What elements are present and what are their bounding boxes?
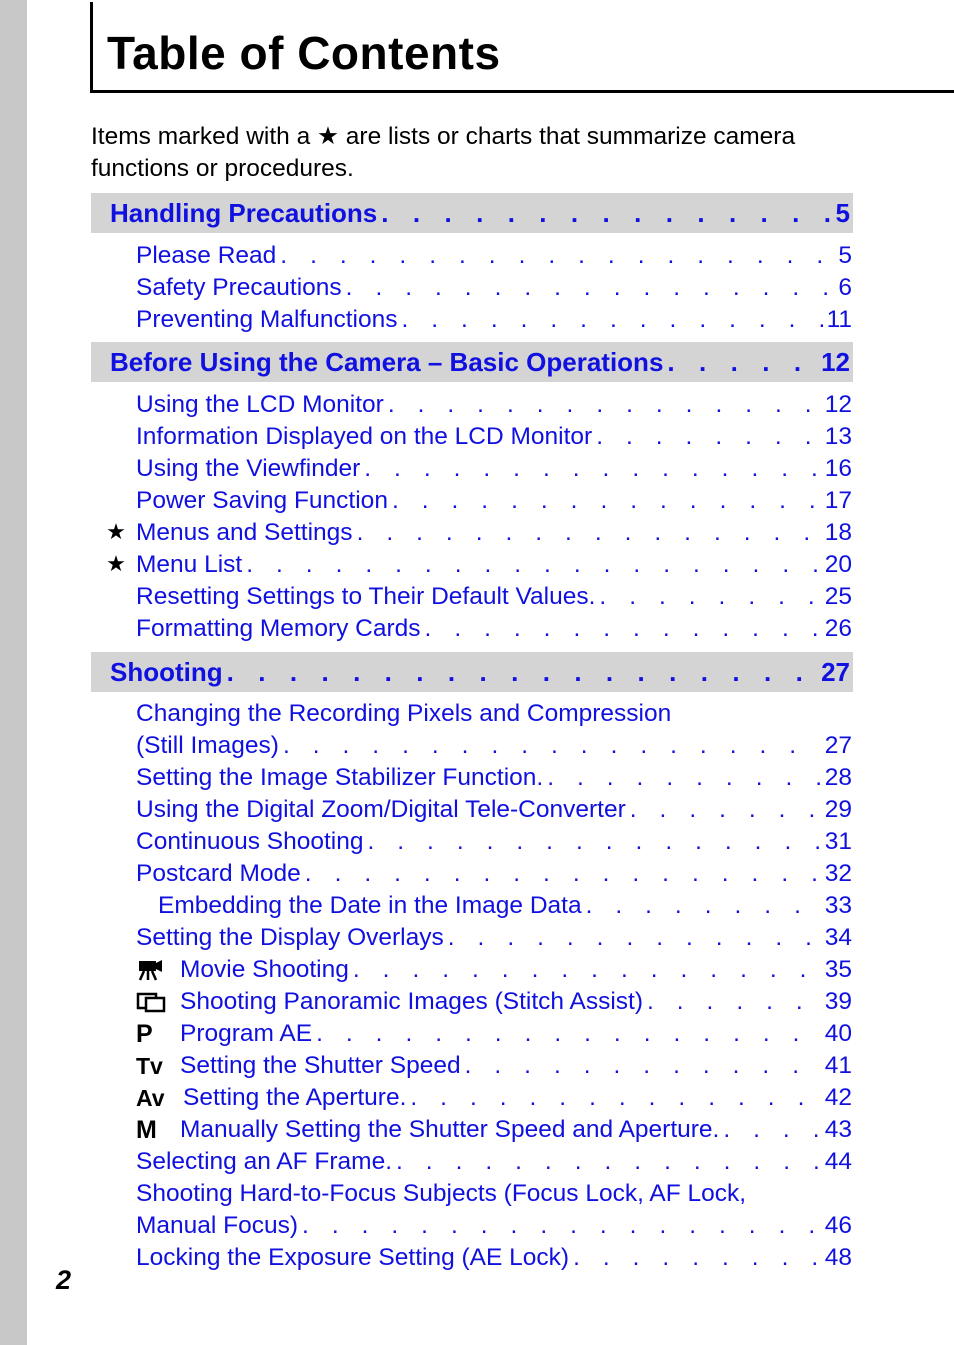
toc-entry-shutter-speed[interactable]: [180, 1050, 852, 1082]
section-link-shooting[interactable]: [110, 656, 850, 688]
leader-dots: [448, 924, 821, 952]
entry-title: Using the Viewfinder: [136, 455, 361, 482]
entry-title: Changing the Recording Pixels and Compression: [136, 700, 672, 727]
leader-dots: [667, 347, 817, 378]
section-title: Before Using the Camera – Basic Operations: [110, 346, 664, 377]
entry-page: 39: [824, 988, 852, 1015]
leader-dots: [465, 1052, 821, 1080]
entry-title: Power Saving Function: [136, 487, 388, 514]
star-icon: ★: [106, 551, 126, 576]
entry-title: Setting the Aperture.: [183, 1084, 407, 1111]
entry-page: 43: [824, 1116, 852, 1143]
toc-entry-panoramic-images[interactable]: [180, 986, 852, 1018]
manual-mode-icon: M: [136, 1115, 157, 1144]
entry-page: 46: [824, 1212, 852, 1239]
entry-title: Formatting Memory Cards: [136, 615, 421, 642]
toc-entry-manual-focus[interactable]: [136, 1210, 852, 1242]
entry-page: 41: [824, 1052, 852, 1079]
section-title: Shooting: [110, 656, 223, 687]
entry-page: 11: [826, 306, 852, 333]
leader-dots: [280, 242, 834, 270]
entry-title: Manually Setting the Shutter Speed and Aperture.: [180, 1116, 720, 1143]
toc-entry-recording-pixels[interactable]: [136, 698, 852, 730]
section-page: 5: [835, 197, 850, 228]
leader-dots: [364, 455, 820, 483]
leader-dots: [596, 423, 821, 451]
section-link-handling-precautions[interactable]: [110, 197, 850, 229]
entry-page: 42: [824, 1084, 852, 1111]
leader-dots: [388, 391, 821, 419]
toc-entry-image-stabilizer[interactable]: [136, 762, 852, 794]
toc-entry-continuous-shooting[interactable]: [136, 826, 852, 858]
entry-page: 44: [824, 1148, 852, 1175]
leader-dots: [346, 274, 835, 302]
toc-entry-postcard-mode[interactable]: [136, 858, 852, 890]
leader-dots: [302, 1212, 821, 1240]
toc-entry-power-saving[interactable]: [136, 485, 852, 517]
toc-entry-aperture[interactable]: [183, 1082, 852, 1114]
leader-dots: [573, 1244, 821, 1272]
entry-page: 34: [824, 924, 852, 951]
leader-dots: [396, 1148, 821, 1176]
entry-title: Menus and Settings: [136, 519, 353, 546]
entry-page: 13: [824, 423, 852, 450]
entry-page: 26: [824, 615, 852, 642]
entry-page: 20: [824, 551, 852, 578]
entry-title: Using the Digital Zoom/Digital Tele-Converter: [136, 796, 626, 823]
intro-line-2: functions or procedures.: [91, 155, 354, 182]
toc-entry-preventing-malfunctions[interactable]: [136, 304, 852, 336]
entry-page: 33: [824, 892, 852, 919]
star-icon: ★: [106, 519, 126, 544]
toc-entry-display-overlays[interactable]: [136, 922, 852, 954]
entry-page: 27: [824, 732, 852, 759]
toc-entry-movie-shooting[interactable]: [180, 954, 852, 986]
leader-dots: [305, 860, 821, 888]
program-mode-icon: P: [136, 1019, 153, 1048]
toc-entry-program-ae[interactable]: [180, 1018, 852, 1050]
entry-page: 40: [824, 1020, 852, 1047]
leader-dots: [353, 956, 821, 984]
leader-dots: [392, 487, 821, 515]
movie-icon: [136, 954, 174, 986]
entry-page: 32: [824, 860, 852, 887]
entry-page: 5: [838, 242, 852, 269]
entry-title: Embedding the Date in the Image Data: [158, 892, 582, 919]
toc-entry-digital-zoom[interactable]: [136, 794, 852, 826]
entry-page: 29: [824, 796, 852, 823]
entry-page: 48: [824, 1244, 852, 1271]
toc-entry-embedding-date[interactable]: [158, 890, 852, 922]
entry-page: 12: [824, 391, 852, 418]
leader-dots: [586, 892, 821, 920]
page-edge-strip: [0, 0, 27, 1345]
entry-page: 6: [838, 274, 852, 301]
leader-dots: [425, 615, 821, 643]
toc-entry-manual-setting[interactable]: [180, 1114, 852, 1146]
toc-entry-formatting-cards[interactable]: [136, 613, 852, 645]
entry-title: Shooting Panoramic Images (Stitch Assist): [180, 988, 643, 1015]
leader-dots: [227, 657, 817, 688]
toc-entry-using-viewfinder[interactable]: [136, 453, 852, 485]
entry-title: Setting the Shutter Speed: [180, 1052, 461, 1079]
section-title: Handling Precautions: [110, 197, 378, 228]
entry-title: Setting the Display Overlays: [136, 924, 444, 951]
entry-title: Postcard Mode: [136, 860, 301, 887]
entry-title: Using the LCD Monitor: [136, 391, 384, 418]
leader-dots: [316, 1020, 821, 1048]
toc-entry-menus-settings[interactable]: [136, 517, 852, 549]
entry-page: 16: [824, 455, 852, 482]
entry-title: Please Read: [136, 242, 277, 269]
leader-dots: [723, 1116, 820, 1144]
shutter-priority-icon: Tv: [136, 1052, 163, 1079]
entry-title: Resetting Settings to Their Default Values.: [136, 583, 596, 610]
section-page: 27: [821, 656, 850, 687]
leader-dots: [647, 988, 821, 1016]
leader-dots: [410, 1084, 820, 1112]
entry-title: Selecting an AF Frame.: [136, 1148, 393, 1175]
aperture-priority-icon: Av: [136, 1084, 165, 1111]
toc-entry-lcd-information[interactable]: [136, 421, 852, 453]
leader-dots: [547, 764, 821, 792]
toc-entry-menu-list[interactable]: [136, 549, 852, 581]
entry-page: 17: [824, 487, 852, 514]
entry-title: Locking the Exposure Setting (AE Lock): [136, 1244, 570, 1271]
leader-dots: [599, 583, 820, 611]
entry-title: Program AE: [180, 1020, 313, 1047]
leader-dots: [381, 198, 831, 229]
leader-dots: [246, 551, 821, 579]
page-number: 2: [56, 1265, 72, 1295]
toc-entry-hard-to-focus[interactable]: [136, 1178, 852, 1210]
entry-title: Safety Precautions: [136, 274, 342, 301]
entry-page: 35: [824, 956, 852, 983]
stitch-assist-icon: [136, 986, 174, 1018]
leader-dots: [283, 732, 821, 760]
toc-entry-please-read[interactable]: [136, 240, 852, 272]
toc-entry-ae-lock[interactable]: [136, 1242, 852, 1274]
leader-dots: [357, 519, 821, 547]
entry-title: Preventing Malfunctions: [136, 306, 398, 333]
entry-page: 25: [824, 583, 852, 610]
toc-entry-using-lcd-monitor[interactable]: [136, 389, 852, 421]
leader-dots: [367, 828, 820, 856]
leader-dots: [401, 306, 822, 334]
entry-page: 18: [824, 519, 852, 546]
entry-title: Manual Focus): [136, 1212, 299, 1239]
entry-page: 28: [824, 764, 852, 791]
entry-title: Movie Shooting: [180, 956, 349, 983]
intro-line-1: Items marked with a ★ are lists or charts that summarize camera: [91, 123, 796, 150]
toc-entry-resetting-settings[interactable]: [136, 581, 852, 613]
entry-title: Setting the Image Stabilizer Function.: [136, 764, 544, 791]
entry-title: Shooting Hard-to-Focus Subjects (Focus Lock, AF Lock,: [136, 1180, 747, 1207]
entry-title: (Still Images): [136, 732, 279, 759]
toc-entry-af-frame[interactable]: [136, 1146, 852, 1178]
title-frame: [90, 2, 954, 93]
toc-entry-still-images[interactable]: [136, 730, 852, 762]
section-page: 12: [821, 346, 850, 377]
intro-text: [91, 121, 851, 185]
section-link-basic-operations[interactable]: [110, 346, 850, 378]
entry-title: Menu List: [136, 551, 243, 578]
leader-dots: [630, 796, 821, 824]
toc-entry-safety-precautions[interactable]: [136, 272, 852, 304]
page-title: Table of Contents: [107, 27, 501, 79]
entry-title: Information Displayed on the LCD Monitor: [136, 423, 593, 450]
entry-title: Continuous Shooting: [136, 828, 364, 855]
entry-page: 31: [824, 828, 852, 855]
